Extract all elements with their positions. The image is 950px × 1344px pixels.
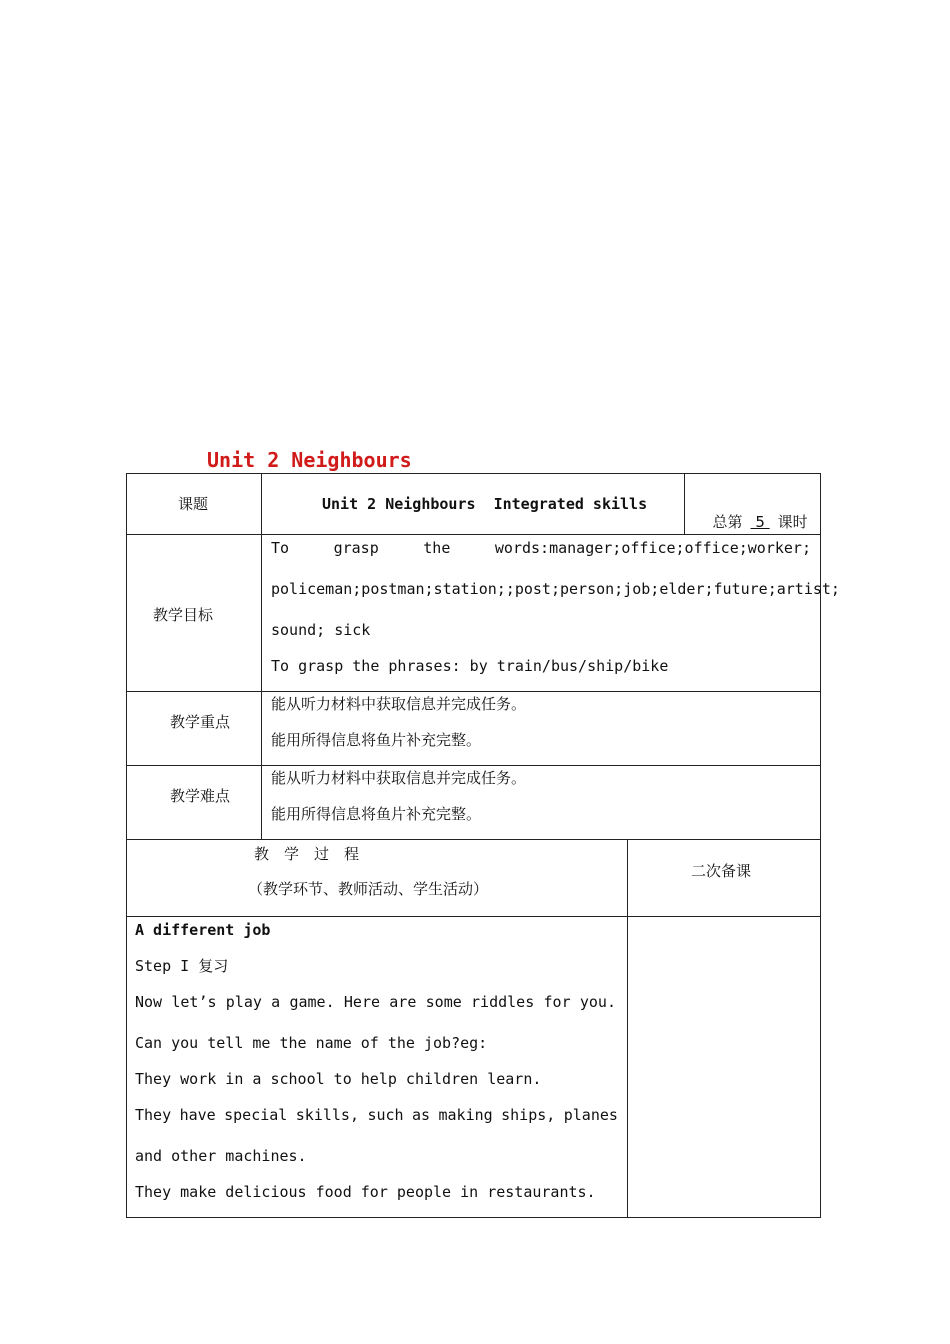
word: words:manager;office;office;worker; bbox=[494, 539, 811, 557]
objectives-line-4: To grasp the phrases: by train/bus/ship/bike bbox=[271, 657, 669, 675]
row-body bbox=[126, 916, 821, 1218]
word: such bbox=[367, 1106, 404, 1124]
divider-v bbox=[261, 765, 262, 840]
word: ships, bbox=[501, 1106, 556, 1124]
word: a bbox=[271, 993, 281, 1011]
body-line-1 bbox=[135, 993, 616, 1011]
word: riddles bbox=[471, 993, 535, 1011]
body-line-3: They work in a school to help children learn. bbox=[135, 1070, 542, 1088]
divider-v bbox=[261, 691, 262, 766]
word: special bbox=[224, 1106, 288, 1124]
step-text: Step I 复习 bbox=[135, 957, 229, 975]
objectives-label: 教学目标 bbox=[153, 606, 214, 624]
word: let’s bbox=[171, 993, 217, 1011]
word: grasp bbox=[333, 539, 379, 557]
topic-value: Unit 2 Neighbours Integrated skills bbox=[322, 495, 648, 513]
word: making bbox=[438, 1106, 493, 1124]
key-points-line-1: 能从听力材料中获取信息并完成任务。 bbox=[271, 695, 527, 713]
process-heading: 教 学 过 程 bbox=[254, 845, 360, 863]
word: the bbox=[423, 539, 451, 557]
objectives-line-1 bbox=[271, 539, 811, 557]
word: you. bbox=[579, 993, 616, 1011]
divider-v bbox=[684, 473, 685, 535]
period-suffix: 课时 bbox=[777, 513, 808, 531]
divider-v bbox=[261, 473, 262, 535]
period-num: 5 bbox=[750, 513, 770, 531]
difficulties-line-1: 能从听力材料中获取信息并完成任务。 bbox=[271, 769, 527, 787]
word: have bbox=[179, 1106, 216, 1124]
word: as bbox=[412, 1106, 431, 1124]
word: planes bbox=[563, 1106, 618, 1124]
body-line-6: They make delicious food for people in restaurants. bbox=[135, 1183, 596, 1201]
key-points-line-2: 能用所得信息将鱼片补充完整。 bbox=[271, 731, 482, 749]
word: Here bbox=[343, 993, 381, 1011]
difficulties-label: 教学难点 bbox=[170, 787, 231, 805]
body-line-5: and other machines. bbox=[135, 1147, 307, 1165]
step-title bbox=[135, 957, 228, 975]
body-line-4 bbox=[135, 1106, 618, 1124]
notes-label: 二次备课 bbox=[691, 862, 752, 880]
objectives-line-3: sound; sick bbox=[271, 621, 371, 639]
topic-label: 课题 bbox=[178, 495, 209, 513]
period-number bbox=[703, 495, 808, 531]
body-line-2: Can you tell me the name of the job?eg: bbox=[135, 1034, 488, 1052]
word: game. bbox=[289, 993, 335, 1011]
process-subheading: （教学环节、教师活动、学生活动） bbox=[248, 880, 489, 898]
word: are bbox=[389, 993, 417, 1011]
word: They bbox=[135, 1106, 172, 1124]
section-title: A different job bbox=[135, 921, 271, 939]
word: some bbox=[425, 993, 462, 1011]
objectives-line-2: policeman;postman;station;;post;person;job;elder;future;artist; bbox=[271, 580, 840, 598]
word: for bbox=[543, 993, 571, 1011]
key-points-label: 教学重点 bbox=[170, 713, 231, 731]
word: skills, bbox=[295, 1106, 359, 1124]
period-prefix: 总第 bbox=[712, 513, 743, 531]
word: play bbox=[225, 993, 262, 1011]
word: Now bbox=[135, 993, 163, 1011]
difficulties-line-2: 能用所得信息将鱼片补充完整。 bbox=[271, 805, 482, 823]
document-title: Unit 2 Neighbours bbox=[207, 448, 412, 472]
divider-v bbox=[261, 534, 262, 692]
word: To bbox=[271, 539, 290, 557]
